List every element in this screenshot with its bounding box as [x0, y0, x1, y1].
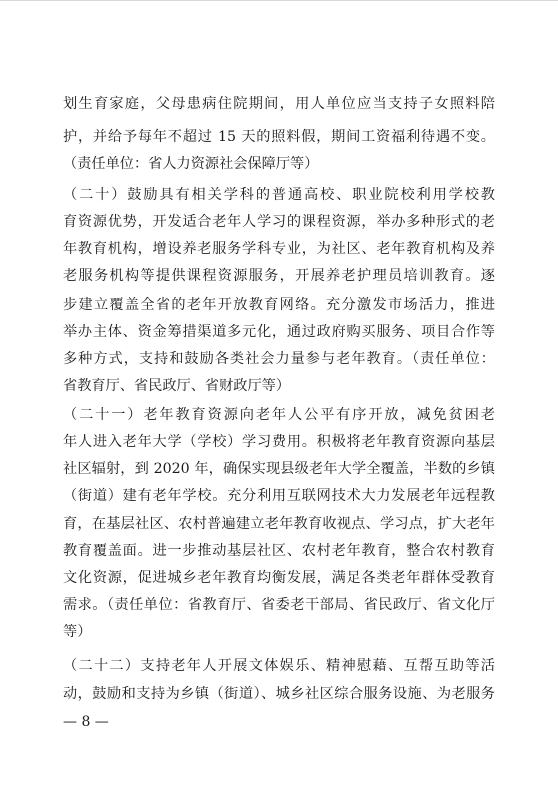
- text-line: 动，鼓励和支持为乡镇（街道）、城乡社区综合服务设施、为老服务: [63, 686, 495, 702]
- text-line: 步建立覆盖全省的老年开放教育网络。充分激发市场活力，推进: [63, 297, 495, 313]
- text-line: 育，在基层社区、农村普遍建立老年教育收视点、学习点，扩大老年: [63, 516, 495, 532]
- text-line: 划生育家庭，父母患病住院期间，用人单位应当支持子女照料陪: [63, 96, 495, 112]
- text-line: 举办主体、资金筹措渠道多元化，通过政府购买服务、项目合作等: [63, 324, 495, 340]
- text-line: 需求。（责任单位：省教育厅、省委老干部局、省民政厅、省文化厅: [63, 597, 495, 613]
- text-line: （责任单位：省人力资源社会保障厅等）: [63, 156, 319, 172]
- text-line: 省教育厅、省民政厅、省财政厅等）: [63, 378, 291, 394]
- text-line: 多种方式，支持和鼓励各类社会力量参与老年教育。（责任单位：: [63, 351, 495, 367]
- text-line: 年人进入老年大学（学校）学习费用。积极将老年教育资源向基层: [63, 434, 495, 450]
- text-line: （街道）建有老年学校。充分利用互联网技术大力发展老年远程教: [63, 488, 495, 504]
- text-line: （二十一）老年教育资源向老年人公平有序开放，减免贫困老: [63, 407, 495, 423]
- text-line: 教育覆盖面。进一步推动基层社区、农村老年教育，整合农村教育: [63, 543, 495, 559]
- text-line: 等）: [63, 624, 92, 640]
- text-line: 老服务机构等提供课程资源服务，开展养老护理员培训教育。逐: [63, 268, 495, 284]
- text-line: 护，并给予每年不超过 15 天的照料假，期间工资福利待遇不变。: [63, 129, 495, 145]
- page-number: — 8 —: [63, 714, 109, 730]
- text-line: 年教育机构，增设养老服务学科专业，为社区、老年教育机构及养: [63, 241, 495, 257]
- text-line: （二十二）支持老年人开展文体娱乐、精神慰藉、互帮互助等活: [63, 658, 495, 674]
- text-line: 文化资源，促进城乡老年教育均衡发展，满足各类老年群体受教育: [63, 570, 495, 586]
- text-line: 社区辐射，到 2020 年，确保实现县级老年大学全覆盖，半数的乡镇: [63, 461, 495, 477]
- text-line: （二十）鼓励具有相关学科的普通高校、职业院校利用学校教: [63, 187, 495, 203]
- text-line: 育资源优势，开发适合老年人学习的课程资源，举办多种形式的老: [63, 214, 495, 230]
